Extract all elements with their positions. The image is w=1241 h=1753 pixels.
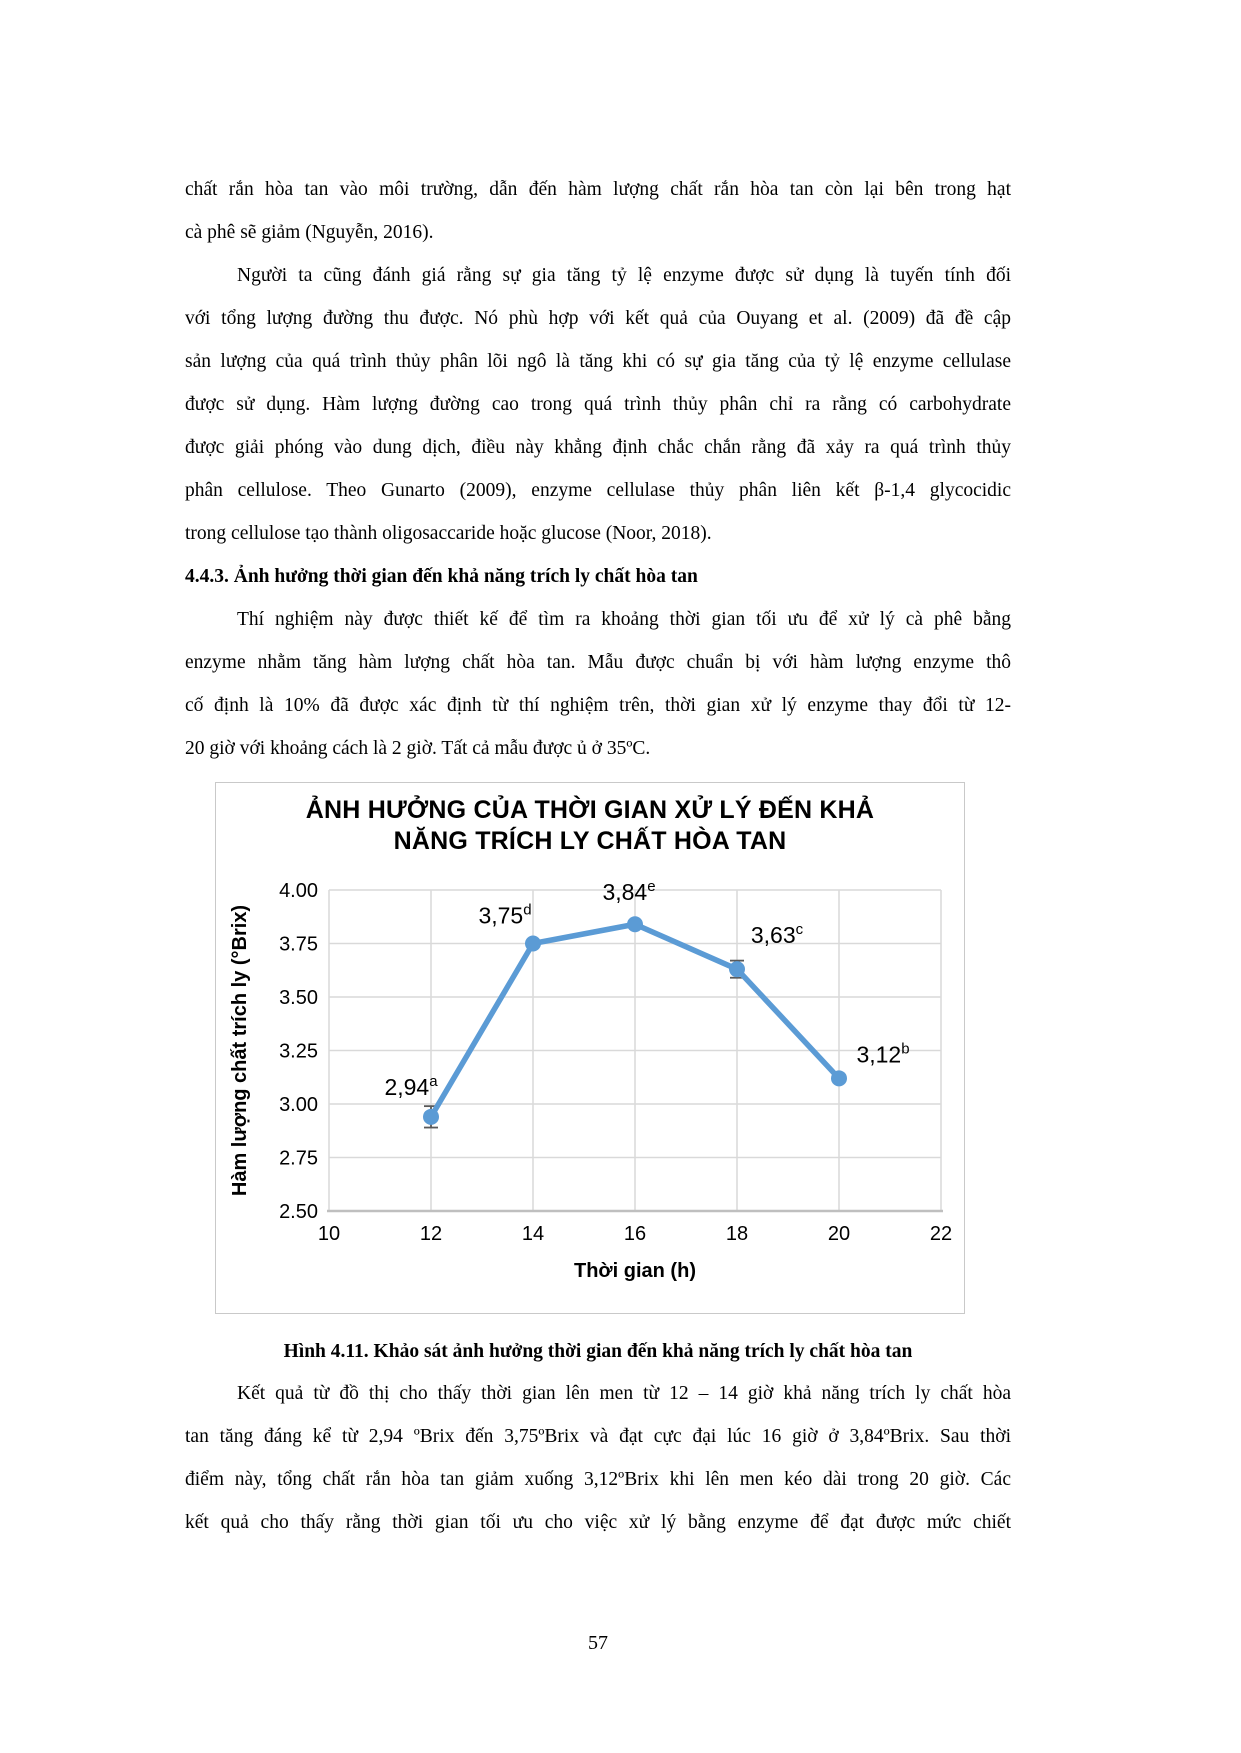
x-tick-label: 18: [725, 1223, 749, 1245]
data-point-label: 3,75$^d$: [478, 901, 532, 929]
y-tick-label: 3.75: [279, 933, 318, 956]
text-line: Người ta cũng đánh giá rằng sự gia tăng tỷ lệ enzyme được sử dụng là tuyến tính đối: [237, 265, 1011, 286]
x-tick-label: 12: [419, 1223, 443, 1245]
y-tick-label: 2.75: [279, 1147, 318, 1170]
chart-title-line: ẢNH HƯỞNG CỦA THỜI GIAN XỬ LÝ ĐẾN KHẢ: [305, 796, 875, 824]
text-line: trong cellulose tạo thành oligosaccaride hoặc glucose (Noor, 2018).: [185, 523, 712, 544]
chart-title: [216, 795, 964, 857]
data-point: [525, 936, 541, 952]
text-line: phân cellulose. Theo Gunarto (2009), enzyme cellulase thủy phân liên kết β-1,4 glycocidic: [185, 480, 1011, 501]
data-point: [627, 916, 643, 932]
y-tick-label: 3.00: [279, 1094, 318, 1116]
data-point-label: 3,12$^b$: [856, 1040, 910, 1068]
chart-title-line: NĂNG TRÍCH LY CHẤT HÒA TAN: [393, 827, 787, 855]
page-number: 57: [588, 1632, 608, 1654]
text-line: Kết quả từ đồ thị cho thấy thời gian lên men từ 12 – 14 giờ khả năng trích ly chất hòa: [237, 1383, 1011, 1404]
text-line: 20 giờ với khoảng cách là 2 giờ. Tất cả mẫu được ủ ở 35ºC.: [185, 738, 651, 759]
x-tick-label: 14: [521, 1223, 545, 1245]
text-line: được giải phóng vào dung dịch, điều này khẳng định chắc chắn rằng đã xảy ra quá trình thủy: [185, 437, 1011, 458]
y-tick-label: 2.50: [279, 1201, 318, 1223]
x-tick-label: 16: [623, 1223, 647, 1245]
text-line: tan tăng đáng kể từ 2,94 ºBrix đến 3,75ºBrix và đạt cực đại lúc 16 giờ ở 3,84ºBrix. Sau thời: [185, 1426, 1011, 1447]
y-tick-label: 3.50: [279, 987, 318, 1009]
text-line: sản lượng của quá trình thủy phân lõi ngô là tăng khi có sự gia tăng của tỷ lệ enzyme cellulase: [185, 351, 1011, 372]
text-line: điểm này, tổng chất rắn hòa tan giảm xuống 3,12ºBrix khi lên men kéo dài trong 20 giờ. Các: [185, 1469, 1011, 1490]
text-line: enzyme nhằm tăng hàm lượng chất hòa tan. Mẫu được chuẩn bị với hàm lượng enzyme thô: [185, 652, 1011, 673]
x-tick-label: 20: [827, 1223, 851, 1245]
y-axis-title: Hàm lượng chất trích ly (°Brix): [229, 904, 251, 1197]
section-heading: 4.4.3. Ảnh hưởng thời gian đến khả năng trích ly chất hòa tan: [185, 566, 698, 587]
data-point: [729, 961, 745, 977]
data-point-label: 2,94$^a$: [384, 1072, 438, 1100]
chart-plot-area: [216, 863, 966, 1303]
text-line: Thí nghiệm này được thiết kế để tìm ra khoảng thời gian tối ưu để xử lý cà phê bằng: [237, 609, 1011, 630]
x-axis-title: Thời gian (h): [574, 1260, 696, 1282]
x-tick-label: 10: [317, 1223, 341, 1245]
text-line: cố định là 10% đã được xác định từ thí nghiệm trên, thời gian xử lý enzyme thay đổi từ 12-: [185, 695, 1011, 716]
text-line: được sử dụng. Hàm lượng đường cao trong quá trình thủy phân chỉ ra rằng có carbohydrate: [185, 394, 1011, 415]
text-line: cà phê sẽ giảm (Nguyễn, 2016).: [185, 222, 434, 243]
data-point: [831, 1070, 847, 1086]
data-point: [423, 1109, 439, 1125]
data-point-label: 3,63$^c$: [750, 921, 804, 949]
y-tick-label: 3.25: [279, 1040, 318, 1063]
body-text-after-figure: [185, 1372, 1011, 1544]
figure-4-11-chart: [215, 782, 965, 1314]
text-line: với tổng lượng đường thu được. Nó phù hợp với kết quả của Ouyang et al. (2009) đã đề cập: [185, 308, 1011, 329]
y-tick-label: 4.00: [279, 880, 318, 902]
body-text-before-figure: [185, 168, 1011, 770]
text-line: chất rắn hòa tan vào môi trường, dẫn đến hàm lượng chất rắn hòa tan còn lại bên trong hạt: [185, 179, 1011, 200]
x-tick-label: 22: [929, 1223, 953, 1245]
data-point-label: 3,84e: [602, 878, 656, 906]
text-line: kết quả cho thấy rằng thời gian tối ưu cho việc xử lý bằng enzyme để đạt được mức chiết: [185, 1512, 1011, 1533]
figure-caption: Hình 4.11. Khảo sát ảnh hưởng thời gian đến khả năng trích ly chất hòa tan: [283, 1341, 913, 1362]
